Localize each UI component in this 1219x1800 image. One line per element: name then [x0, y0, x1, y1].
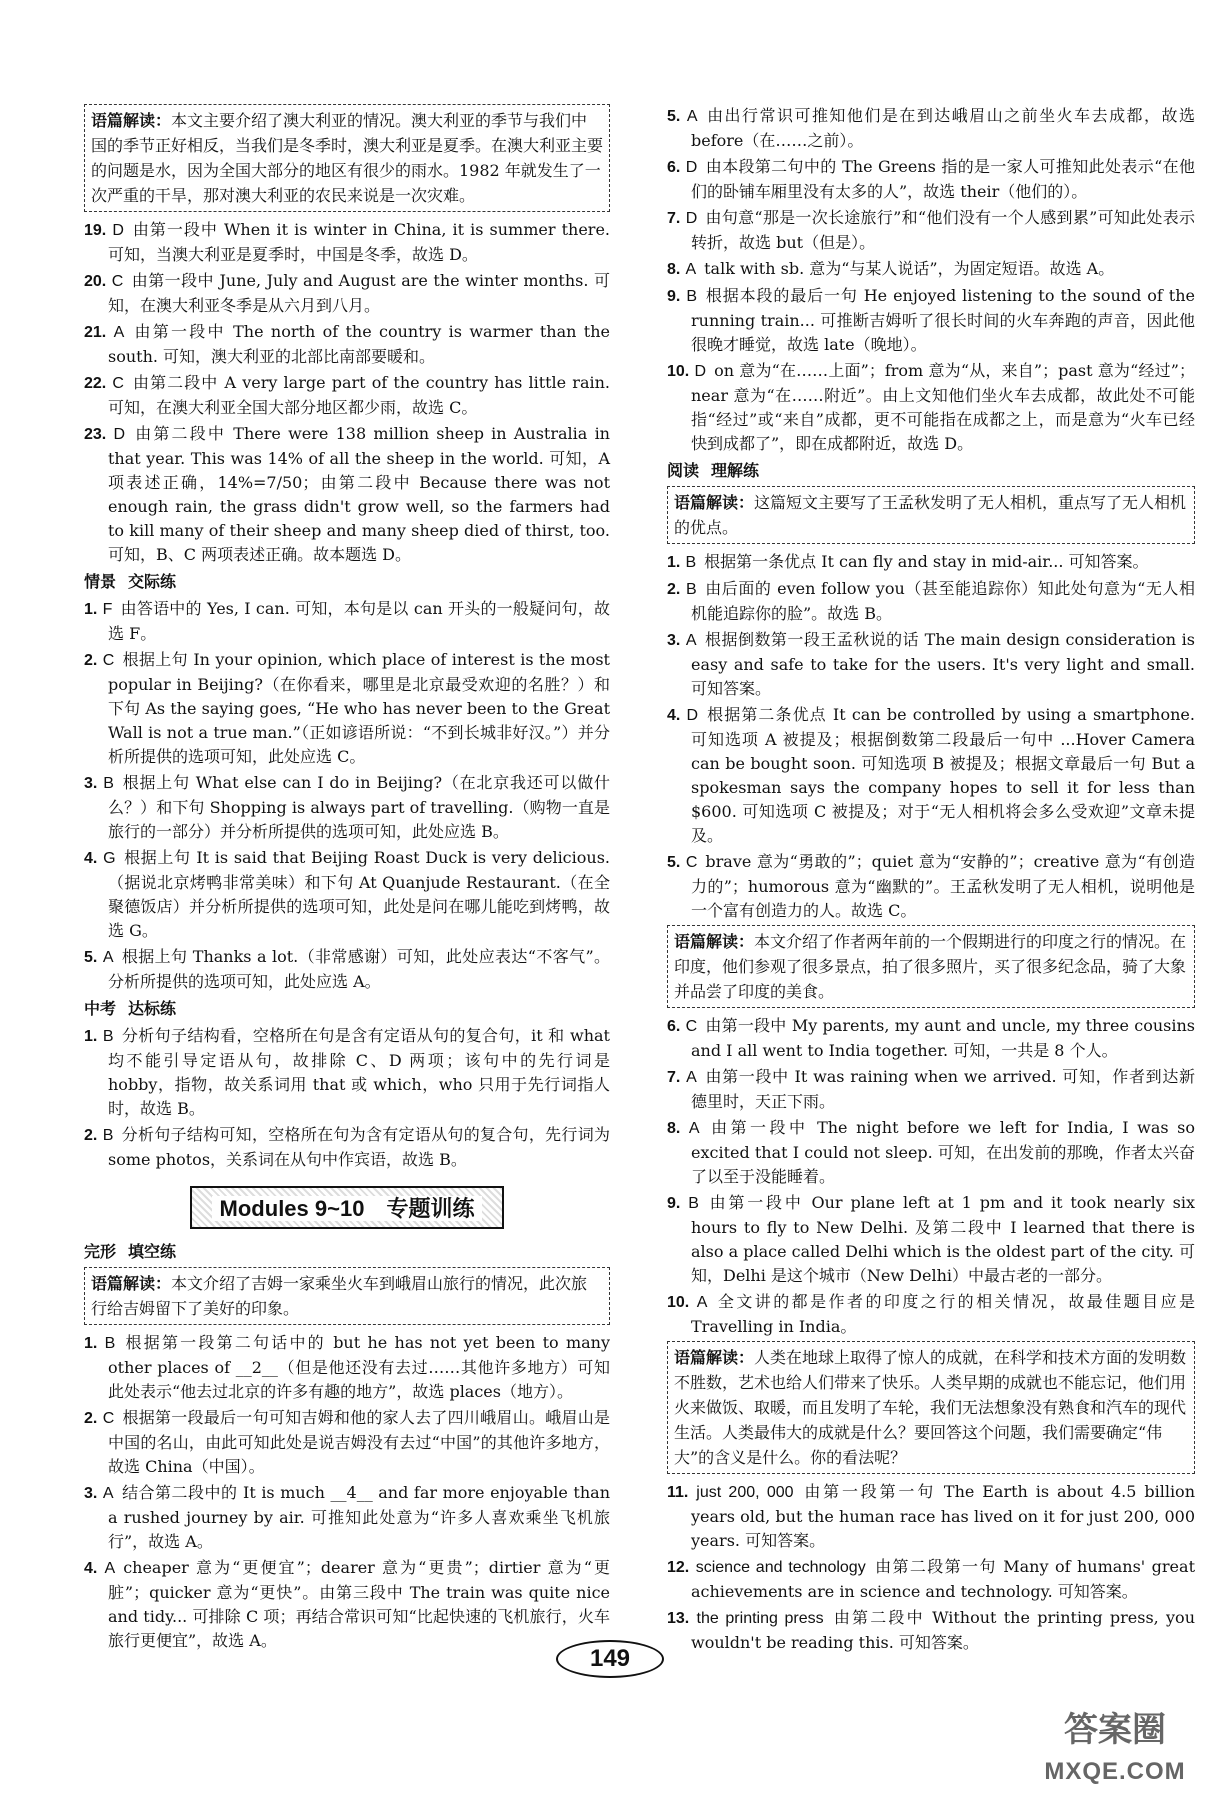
item-answer: C [102, 652, 115, 669]
item-explanation: 由句意“那是一次长途旅行”和“他们没有一个人感到累”可知此处表示转折，故选 but（但是）。 [691, 208, 1195, 252]
item-number: 5. [84, 949, 98, 966]
answer-item [84, 320, 610, 369]
item-explanation: cheaper 意为“更便宜”；dearer 意为“更贵”；dirtier 意为“更脏”；quicker 意为“更快”。由第三段中 The train was quite nice and tidy... 可排除 C 项；再结合常识可知“比起快速的飞机旅行，火车旅行更便宜”，故选 A。 [108, 1558, 610, 1650]
answer-item [84, 1331, 610, 1404]
answer-item [84, 1556, 610, 1653]
answer-item [667, 104, 1195, 153]
item-number: 1. [667, 554, 681, 571]
item-answer: A [696, 1294, 708, 1311]
item-number: 4. [667, 707, 681, 724]
item-answer: A [102, 949, 114, 966]
answer-item [667, 1014, 1195, 1063]
item-answer: B [103, 775, 114, 792]
item-number: 22. [84, 375, 107, 392]
item-number: 11. [667, 1484, 689, 1501]
item-answer: C [685, 1018, 698, 1035]
item-number: 19. [84, 222, 107, 239]
answer-item [84, 1406, 610, 1479]
item-answer: A [686, 108, 698, 125]
left-column [84, 104, 610, 1655]
passage-summary-box [667, 925, 1195, 1008]
section-tag: 中考 [84, 999, 117, 1018]
item-answer: A [686, 1069, 697, 1086]
section-tag: 情景 [84, 572, 117, 591]
item-answer: D [686, 707, 699, 724]
item-number: 5. [667, 108, 681, 125]
summary-text: 这篇短文主要写了王孟秋发明了无人相机，重点写了无人相机的优点。 [674, 493, 1187, 537]
item-answer: D [694, 363, 707, 380]
answer-item [84, 269, 610, 318]
answer-item [84, 597, 610, 646]
item-answer: A [104, 1560, 116, 1577]
item-explanation: 全文讲的都是作者的印度之行的相关情况，故最佳题目应是 Travelling in India。 [691, 1292, 1195, 1336]
item-answer: C [111, 273, 124, 290]
item-answer: B [104, 1335, 116, 1352]
summary-label: 语篇解读： [674, 932, 755, 951]
answer-item [84, 846, 610, 943]
summary-label: 语篇解读： [674, 1348, 755, 1367]
item-answer: B [688, 1195, 699, 1212]
item-explanation: 根据第一段最后一句可知吉姆和他的家人去了四川峨眉山。峨眉山是中国的名山，由此可知此处是说吉姆没有去过“中国”的其他许多地方，故选 China（中国）。 [108, 1408, 610, 1476]
summary-text: 本文主要介绍了澳大利亚的情况。澳大利亚的季节与我们中国的季节正好相反，当我们是冬季时，澳大利亚是夏季。在澳大利亚主要的问题是水，因为全国大部分的地区有很少的雨水。1982 年就发生了一次严重的干旱，那对澳大利亚的农民来说是一次灾难。 [91, 111, 604, 205]
item-answer: D [112, 222, 124, 239]
answer-item [84, 1024, 610, 1121]
answer-item [667, 284, 1195, 357]
item-explanation: 由第二段中 A very large part of the country has little rain. 可知，在澳大利亚全国大部分地区都少雨，故选 C。 [108, 373, 610, 417]
item-number: 8. [667, 1120, 681, 1137]
item-answer: A [102, 1485, 114, 1502]
item-number: 2. [84, 1410, 98, 1427]
item-explanation: 分析句子结构看，空格所在句是含有定语从句的复合句，it 和 what 均不能引导定语从句，故排除 C、D 两项；该句中的先行词是 hobby，指物，故关系词用 that 或 which，who 只用于先行词指人时，故选 B。 [108, 1026, 610, 1118]
item-explanation: 由第二段第一句 Many of humans' great achievements are in science and technology. 可知答案。 [691, 1557, 1195, 1601]
item-number: 4. [84, 850, 98, 867]
item-number: 2. [667, 581, 681, 598]
item-explanation: 由后面的 even follow you（甚至能追踪你）知此处句意为“无人相机能追踪你的脸”。故选 B。 [691, 579, 1195, 623]
item-explanation: 由第一段中 It was raining when we arrived. 可知，作者到达新德里时，天正下雨。 [691, 1067, 1195, 1111]
section-title: 填空练 [128, 1242, 177, 1261]
answer-item [667, 1480, 1195, 1553]
item-number: 20. [84, 273, 107, 290]
passage-summary-box [667, 1341, 1195, 1474]
item-number: 1. [84, 1335, 98, 1352]
answer-list [84, 218, 610, 567]
item-explanation: 分析句子结构可知，空格所在句为含有定语从句的复合句，先行词为 some photos，关系词在从句中作宾语，故选 B。 [108, 1125, 610, 1169]
answer-item [667, 550, 1195, 575]
item-explanation: brave 意为“勇敢的”；quiet 意为“安静的”；creative 意为“有创造力的”；humorous 意为“幽默的”。王孟秋发明了无人相机，说明他是一个富有创造力的人。故选 C。 [691, 852, 1195, 920]
item-number: 3. [667, 632, 681, 649]
item-explanation: 由第一段中 The night before we left for India, I was so excited that I could not sleep. 可知，在出发前的那晚，作者太兴奋了以至于没能睡着。 [691, 1118, 1195, 1186]
item-explanation: 根据上句 What else can I do in Beijing?（在北京我还可以做什么？）和下句 Shopping is always part of travelling.（购物一直是旅行的一部分）并分析所提供的选项可知，此处应选 B。 [108, 773, 610, 841]
answer-item [667, 1290, 1195, 1339]
answer-item [667, 1606, 1195, 1655]
section-heading [84, 996, 610, 1022]
item-explanation: on 意为“在……上面”；from 意为“从，来自”；past 意为“经过”；near 意为“在……附近”。由上文知他们坐火车去成都，故此处不可能指“经过”或“来自”成都，更不可能指在成都之上，而是意为“火车已经快到成都了”，即在成都附近，故选 D。 [691, 361, 1195, 453]
summary-label: 语篇解读： [91, 111, 172, 130]
answer-item [84, 771, 610, 844]
item-number: 6. [667, 159, 681, 176]
item-number: 3. [84, 775, 98, 792]
summary-label: 语篇解读： [674, 493, 755, 512]
item-answer: C [102, 1410, 115, 1427]
answer-item [667, 1116, 1195, 1189]
passage-summary-box [84, 1267, 610, 1325]
item-explanation: 由第二段中 Without the printing press, you wouldn't be reading this. 可知答案。 [691, 1608, 1195, 1652]
item-number: 1. [84, 601, 98, 618]
item-answer: B [686, 288, 697, 305]
item-explanation: 由出行常识可推知他们是在到达峨眉山之前坐火车去成都，故选 before（在……之前）。 [691, 106, 1195, 150]
answer-item [667, 577, 1195, 626]
summary-text: 本文介绍了作者两年前的一个假期进行的印度之行的情况。在印度，他们参观了很多景点，拍了很多照片，买了很多纪念品，骑了大象并品尝了印度的美食。 [674, 932, 1187, 1001]
item-answer: B [685, 554, 697, 571]
item-number: 7. [667, 210, 681, 227]
item-number: 12. [667, 1559, 690, 1576]
answer-list [667, 104, 1195, 456]
item-explanation: 结合第二段中的 It is much __4__ and far more enjoyable than a rushed journey by air. 可推知此处意为“许多人喜欢乘坐飞机旅行”，故选 A。 [108, 1483, 610, 1551]
summary-text: 人类在地球上取得了惊人的成就，在科学和技术方面的发明数不胜数，艺术也给人们带来了快乐。人类早期的成就也不能忘记，他们用火来做饭、取暖，而且发明了车轮，我们无法想象没有熟食和汽车的现代生活。人类最伟大的成就是什么？要回答这个问题，我们需要确定“伟大”的含义是什么。你的看法呢？ [674, 1348, 1187, 1467]
passage-summary-box [667, 486, 1195, 544]
item-number: 9. [667, 1195, 681, 1212]
item-answer: F [102, 601, 113, 618]
item-explanation: 根据上句 In your opinion, which place of interest is the most popular in Beijing?（在你看来，哪里是北京最受欢迎的名胜？）和下句 As the saying goes, “He who has never been to the Great Wall is not a true man.”（正如谚语所说：“不到长城非好汉。”）并分析所提供的选项可知，此处应选 C。 [108, 650, 610, 766]
item-answer: A [685, 261, 697, 278]
item-answer: science and technology [695, 1559, 866, 1576]
item-explanation: 由第一段中 My parents, my aunt and uncle, my three cousins and I all went to India together. 可知，一共是 8 个人。 [691, 1016, 1195, 1060]
answer-list [667, 550, 1195, 923]
item-number: 3. [84, 1485, 98, 1502]
answer-item [84, 218, 610, 267]
item-number: 5. [667, 854, 681, 871]
answer-item [84, 648, 610, 769]
item-answer: C [685, 854, 698, 871]
answer-item [667, 703, 1195, 848]
section-title: 交际练 [128, 572, 177, 591]
answer-item [667, 257, 1195, 282]
answer-list [84, 1331, 610, 1653]
item-answer: D [685, 210, 698, 227]
answer-item [84, 1123, 610, 1172]
answer-list [84, 597, 610, 994]
banner-title: Modules 9~10 专题训练 [212, 1196, 483, 1221]
section-heading [84, 1239, 610, 1265]
item-number: 7. [667, 1069, 681, 1086]
item-explanation: talk with sb. 意为“与某人说话”，为固定短语。故选 A。 [704, 259, 1115, 278]
answer-item [667, 1191, 1195, 1288]
item-answer: A [688, 1120, 700, 1137]
page-number: 149 [556, 1640, 664, 1678]
right-column [667, 104, 1195, 1657]
answer-item [667, 1555, 1195, 1604]
item-answer: D [113, 426, 126, 443]
item-answer: C [112, 375, 124, 392]
item-answer: D [685, 159, 698, 176]
summary-text: 本文介绍了吉姆一家乘坐火车到峨眉山旅行的情况，此次旅行给吉姆留下了美好的印象。 [91, 1274, 588, 1318]
answer-item [667, 206, 1195, 255]
item-explanation: 根据第一段第二句话中的 but he has not yet been to many other places of __2__（但是他还没有去过……其他许多地方）可知此处表示“他去过北京的许多有趣的地方”，故选 places（地方）。 [108, 1333, 610, 1401]
item-answer: just 200, 000 [696, 1484, 794, 1501]
answer-item [667, 628, 1195, 701]
item-answer: G [103, 850, 116, 867]
item-answer: A [685, 632, 697, 649]
section-title: 达标练 [128, 999, 177, 1018]
answer-item [84, 1481, 610, 1554]
item-number: 10. [667, 1294, 690, 1311]
passage-summary-box [84, 104, 610, 212]
item-explanation: 根据上句 It is said that Beijing Roast Duck is very delicious.（据说北京烤鸭非常美味）和下句 At Quanjude Restaurant.（在全聚德饭店）并分析所提供的选项可知，此处是问在哪儿能吃到烤鸭，故选 G。 [108, 848, 610, 940]
item-number: 2. [84, 1127, 98, 1144]
answer-list [84, 1024, 610, 1172]
answer-item [667, 850, 1195, 923]
item-number: 9. [667, 288, 681, 305]
answer-item [667, 359, 1195, 456]
answer-item [667, 155, 1195, 204]
item-explanation: 由第一段第一句 The Earth is about 4.5 billion years old, but the human race has lived on it for just 200, 000 years. 可知答案。 [691, 1482, 1195, 1550]
item-number: 1. [84, 1028, 98, 1045]
module-banner [190, 1186, 504, 1229]
answer-item [667, 1065, 1195, 1114]
answer-list [667, 1014, 1195, 1339]
item-explanation: 根据第一条优点 It can fly and stay in mid-air... 可知答案。 [704, 552, 1149, 571]
item-number: 2. [84, 652, 98, 669]
item-number: 23. [84, 426, 107, 443]
section-tag: 完形 [84, 1242, 117, 1261]
item-number: 21. [84, 324, 107, 341]
answer-item [84, 945, 610, 994]
item-explanation: 由第一段中 June, July and August are the winter months. 可知，在澳大利亚冬季是从六月到八月。 [108, 271, 610, 315]
answer-item [84, 422, 610, 567]
item-answer: B [102, 1028, 114, 1045]
watermark-logo [1025, 1700, 1205, 1795]
item-explanation: 由第一段中 When it is winter in China, it is summer there. 可知，当澳大利亚是夏季时，中国是冬季，故选 D。 [108, 220, 610, 264]
section-heading [667, 458, 1195, 484]
watermark-main: 答案圈 [1064, 1711, 1166, 1749]
item-answer: B [686, 581, 697, 598]
item-answer: A [113, 324, 125, 341]
item-number: 8. [667, 261, 681, 278]
item-number: 13. [667, 1610, 690, 1627]
item-explanation: 根据本段的最后一句 He enjoyed listening to the sound of the running train... 可推断吉姆听了很长时间的火车奔跑的声音，因此他很晚才睡觉，故选 late（晚地）。 [691, 286, 1195, 354]
item-answer: B [102, 1127, 114, 1144]
section-tag: 阅读 [667, 461, 700, 480]
item-explanation: 根据上句 Thanks a lot.（非常感谢）可知，此处应表达“不客气”。分析所提供的选项可知，此处应选 A。 [108, 947, 610, 991]
item-explanation: 由答语中的 Yes, I can. 可知，本句是以 can 开头的一般疑问句，故选 F。 [108, 599, 610, 643]
summary-label: 语篇解读： [91, 1274, 172, 1293]
answer-list [667, 1480, 1195, 1655]
item-number: 10. [667, 363, 690, 380]
item-explanation: 由第二段中 There were 138 million sheep in Australia in that year. This was 14% of all the sheep in the world. 可知，A 项表述正确，14%=7/50；由第二段中 Because there was not enough rain, the grass didn't grow well, so the farmers had to kill many of their sheep and many sheep died of thirst, too. 可知，B、C 两项表述正确。故本题选 D。 [108, 424, 610, 564]
item-explanation: 根据倒数第一段王孟秋说的话 The main design consideration is easy and safe to take for the users. It's very light and small. 可知答案。 [691, 630, 1195, 698]
item-explanation: 由第一段中 The north of the country is warmer than the south. 可知，澳大利亚的北部比南部要暖和。 [108, 322, 610, 366]
answer-item [84, 371, 610, 420]
item-answer: the printing press [696, 1610, 824, 1627]
item-explanation: 由本段第二句中的 The Greens 指的是一家人可推知此处表示“在他们的卧铺车厢里没有太多的人”，故选 their（他们的）。 [691, 157, 1195, 201]
section-title: 理解练 [711, 461, 760, 480]
item-number: 6. [667, 1018, 681, 1035]
watermark-url: MXQE.COM [1044, 1758, 1186, 1785]
item-explanation: 根据第二条优点 It can be controlled by using a smartphone. 可知选项 A 被提及；根据倒数第二段最后一句中 ...Hover Camera can be bought soon. 可知选项 B 被提及；根据文章最后一句 But a spokesman says the company hopes to sell it for less than $600. 可知选项 C 被提及；对于“无人相机将会多么受欢迎”文章未提及。 [691, 705, 1195, 845]
item-number: 4. [84, 1560, 98, 1577]
item-explanation: 由第一段中 Our plane left at 1 pm and it took nearly six hours to fly to New Delhi. 及第二段中 I learned that there is also a place called Delhi which is the oldest part of the city. 可知，Delhi 是这个城市（New Delhi）中最古老的一部分。 [691, 1193, 1195, 1285]
section-heading [84, 569, 610, 595]
